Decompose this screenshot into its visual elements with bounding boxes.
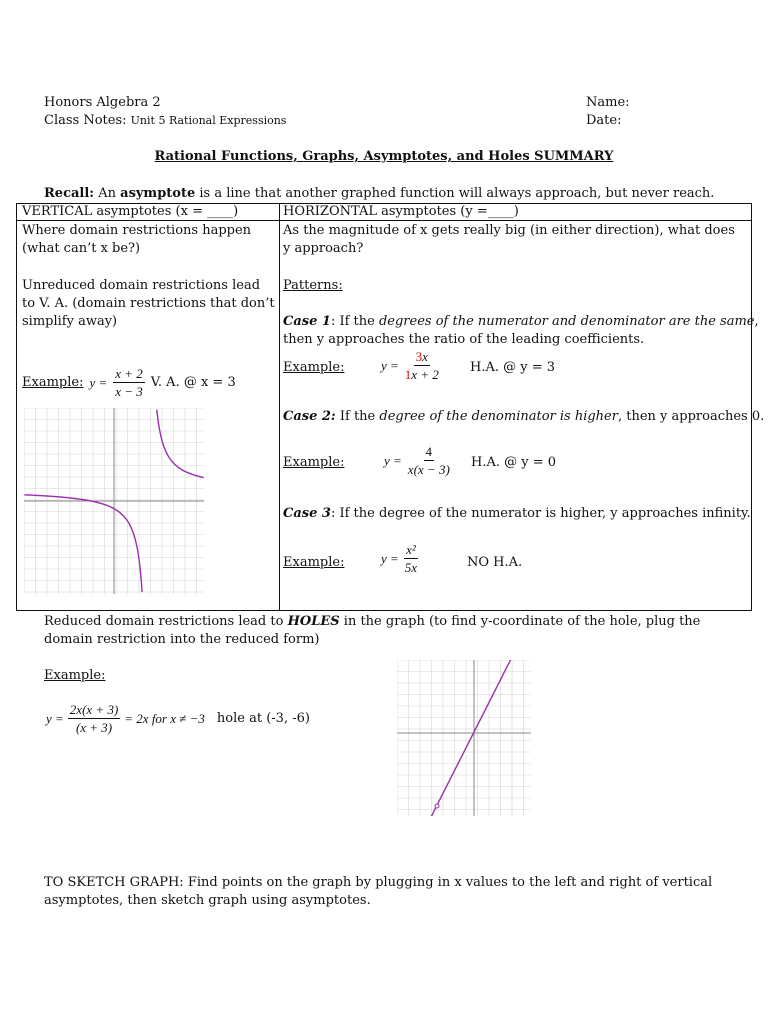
case1-text-b: , (754, 314, 759, 329)
holes-fraction (68, 702, 120, 735)
case2-line (283, 408, 764, 426)
vertical-line-3: Unreduced domain restrictions lead (22, 278, 261, 293)
ex3-denominator: 5x (404, 560, 418, 575)
holes-emphasis: HOLES (287, 614, 340, 629)
ex2-eq-y: y = (384, 452, 402, 468)
ex1-label-text: Example: (283, 360, 345, 375)
ex1-num-coef: 3 (415, 349, 423, 364)
class-notes-label: Class Notes: (44, 113, 127, 128)
holes-example-label: Example: (44, 668, 106, 683)
ex2-label (283, 455, 344, 470)
recall-pre: An (98, 186, 116, 201)
ex1-equation (381, 349, 441, 382)
sketch-line-1: TO SKETCH GRAPH: Find points on the graph by plugging in x values to the left and right of vertical (44, 875, 713, 890)
recall-term: asymptote (120, 186, 196, 201)
case3-line (283, 505, 751, 523)
holes-result: hole at (-3, -6) (216, 711, 310, 726)
line-graph (430, 660, 512, 816)
ex2-denominator: x(x − 3) (407, 462, 450, 477)
ex1-label (283, 360, 344, 375)
horizontal-line-2: y approach? (283, 241, 364, 256)
date-label: Date: (586, 113, 622, 128)
recall-line (44, 186, 714, 201)
ex2-result: H.A. @ y = 0 (471, 455, 557, 470)
case1-emphasis: degrees of the numerator and denominator are the same (378, 314, 755, 329)
case1-line-2: then y approaches the ratio of the leading coefficients. (283, 332, 645, 347)
ex2-equation (384, 444, 452, 477)
vertical-result: V. A. @ x = 3 (150, 375, 236, 390)
case2-label: Case 2: (283, 409, 336, 424)
ex3-label (283, 555, 344, 570)
course-title: Honors Algebra 2 (44, 95, 161, 110)
vertical-line-2: (what can’t x be?) (22, 241, 141, 256)
sketch-line-2: asymptotes, then sketch graph using asymptotes. (44, 893, 371, 908)
case2-text-a: If the (339, 409, 376, 424)
holes-text-a: Reduced domain restrictions lead to (44, 614, 284, 629)
ex1-result: H.A. @ y = 3 (470, 360, 556, 375)
ex3-eq-y: y = (381, 550, 399, 566)
vertical-line-1: Where domain restrictions happen (22, 223, 252, 238)
curve-left-branch (24, 495, 142, 592)
ex3-equation (381, 542, 419, 575)
ex2-label-text: Example: (283, 455, 345, 470)
holes-eq-denominator: (x + 3) (75, 720, 113, 735)
page-title: Rational Functions, Graphs, Asymptotes, and Holes SUMMARY (154, 149, 614, 164)
horizontal-line-1: As the magnitude of x gets really big (in either direction), what does (283, 223, 735, 238)
vertical-line-4: to V. A. (domain restrictions that don’t (22, 296, 275, 311)
class-notes-unit: Unit 5 Rational Expressions (130, 114, 287, 127)
ex3-numerator: x² (406, 542, 416, 557)
holes-line-1 (44, 613, 700, 631)
horizontal-heading: HORIZONTAL asymptotes (y =____) (283, 204, 519, 219)
ex2-fraction (406, 444, 452, 477)
hole-graph (397, 660, 531, 816)
vertical-heading: VERTICAL asymptotes (x = ____) (22, 204, 239, 219)
case1-text-a: : If the (330, 314, 375, 329)
case2-text-b: , then y approaches 0. (617, 409, 765, 424)
vertical-eq-numerator: x + 2 (115, 366, 143, 381)
ex1-num-var: x (422, 349, 428, 364)
patterns-label: Patterns: (283, 278, 343, 293)
case1-line (283, 313, 759, 331)
ex1-den-coef: 1 (404, 367, 412, 382)
vertical-example-label: Example: (22, 375, 84, 390)
ex3-result: NO H.A. (467, 555, 523, 570)
ex1-fraction (403, 349, 441, 382)
holes-equation (46, 702, 310, 735)
name-label: Name: (586, 95, 630, 110)
ex1-den-rest: x + 2 (411, 367, 439, 382)
class-notes-line (44, 113, 286, 128)
vertical-example (22, 366, 236, 399)
case1-label: Case 1 (283, 314, 331, 329)
recall-label: Recall: (44, 186, 95, 201)
holes-text-b: in the graph (to find y-coordinate of the hole, plug the (343, 614, 701, 629)
vertical-eq-denominator: x − 3 (115, 384, 143, 399)
ex3-label-text: Example: (283, 555, 345, 570)
vertical-eq-y: y = (89, 374, 108, 390)
holes-eq-rest: = 2x for x ≠ −3 (124, 710, 205, 726)
ex2-numerator: 4 (425, 444, 433, 459)
ex3-fraction (403, 542, 419, 575)
holes-eq-numerator: 2x(x + 3) (69, 702, 119, 717)
case3-label: Case 3 (283, 506, 331, 521)
case3-text: : If the degree of the numerator is higher, y approaches infinity. (330, 506, 751, 521)
recall-rest: is a line that another graphed function will always approach, but never reach. (199, 186, 715, 201)
case2-emphasis: degree of the denominator is higher (379, 409, 618, 424)
vertical-asymptote-graph (24, 408, 204, 594)
holes-eq-y: y = (46, 710, 64, 726)
vertical-line-5: simplify away) (22, 314, 118, 329)
holes-line-2: domain restriction into the reduced form) (44, 632, 320, 647)
ex1-eq-y: y = (381, 357, 399, 373)
vertical-fraction (113, 366, 145, 399)
hole-marker (435, 804, 439, 808)
